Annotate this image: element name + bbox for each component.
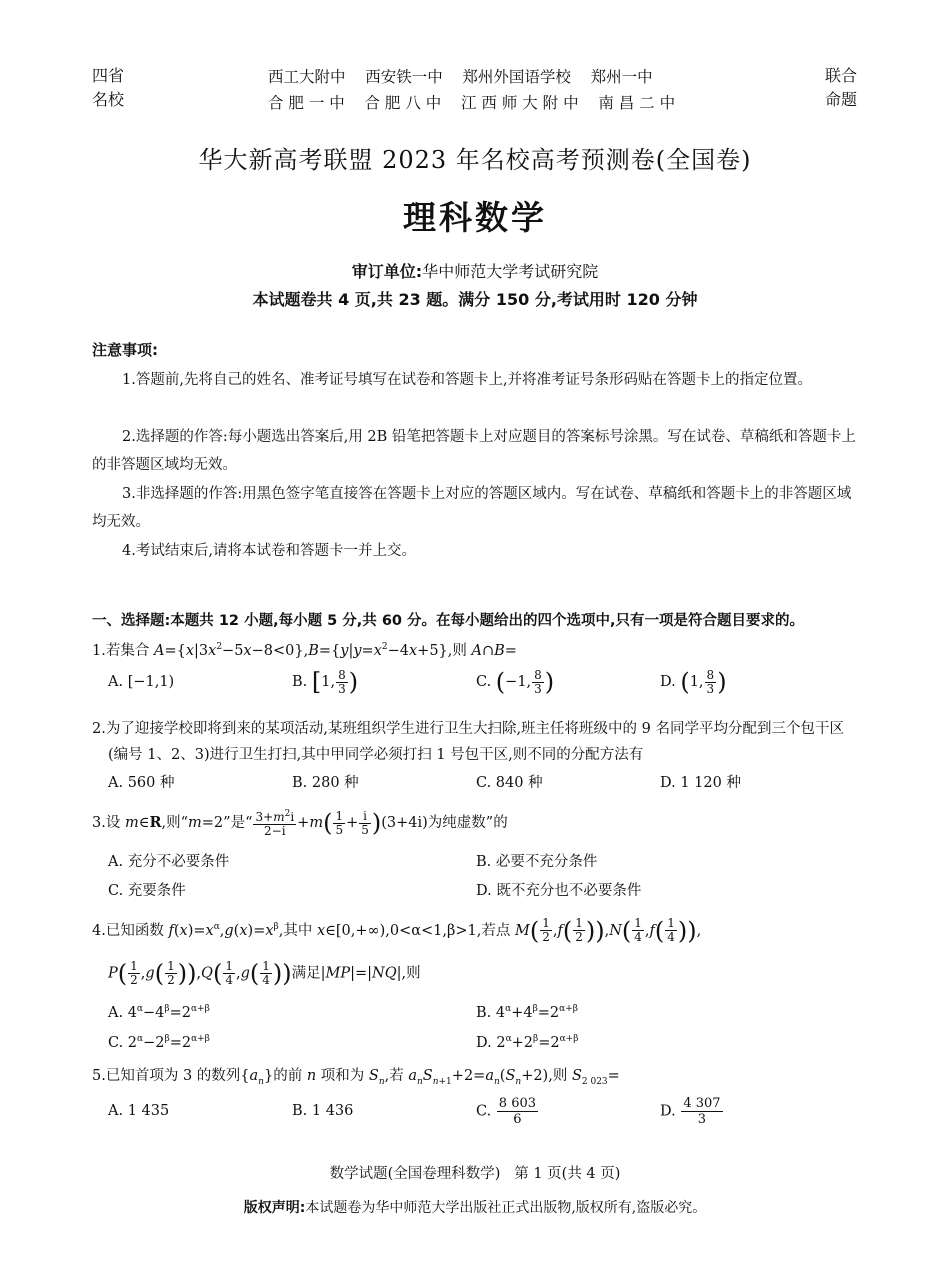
q5-option-b[interactable]: B. 1 436 <box>292 1103 354 1119</box>
q2-option-b[interactable]: B. 280 种 <box>292 775 359 791</box>
q1-option-a[interactable]: A. [−1,1) <box>108 674 175 690</box>
question-4-line1: 4.已知函数 $f(x)=x^\alpha,g(x)=x^\beta$,其中 x∈[0,+∞),0<α<1,β>1,若点 M( $\frac{1}{2}$ ,f( $\frac{1}{2}$ )),N( $\frac{1}{4}$ ,f( $\frac{1}{4}$ )), <box>92 916 702 945</box>
review-label: 审订单位: <box>351 262 423 281</box>
question-1: 1.若集合 $A=\{x|3x^2-5x-8<0\},B=\{y|y=x^2-4x+5\}$,则 A∩B= <box>92 642 517 659</box>
q1-option-b[interactable]: B. [1, $\frac{8}{3}$ ) <box>292 667 359 696</box>
exam-info: 本试题卷共 4 页,共 23 题。满分 150 分,考试用时 120 分钟 <box>252 290 698 309</box>
notes-heading: 注意事项: <box>92 341 158 359</box>
q1-option-d[interactable]: D. (1, $\frac{8}{3}$ ) <box>660 667 727 696</box>
q4-option-c[interactable]: C. $2^\alpha-2^\beta=2^{\alpha+\beta}$ <box>108 1034 210 1051</box>
q3-option-d[interactable]: D. 既不充分也不必要条件 <box>476 883 642 899</box>
q2-option-a[interactable]: A. 560 种 <box>108 775 175 791</box>
copyright-text: 本试题卷为华中师范大学出版社正式出版物,版权所有,盗版必究。 <box>305 1200 707 1216</box>
q2-option-c[interactable]: C. 840 种 <box>476 775 543 791</box>
q3-option-a[interactable]: A. 充分不必要条件 <box>108 854 230 870</box>
page-footer: 数学试题(全国卷理科数学) 第 1 页(共 4 页) <box>329 1166 621 1182</box>
note-item-4: 4.考试结束后,请将本试卷和答题卡一并上交。 <box>122 543 416 559</box>
question-4-line2: P( $\frac{1}{2}$ ,g( $\frac{1}{2}$ )),Q( $\frac{1}{4}$ ,g( $\frac{1}{4}$ ))满足|MP|=|NQ|,则 <box>108 959 421 988</box>
q4-option-d[interactable]: D. $2^\alpha+2^\beta=2^{\alpha+\beta}$ <box>476 1034 579 1051</box>
review-unit-name: 华中师范大学考试研究院 <box>422 262 599 281</box>
subject-title: 理科数学 <box>403 198 547 237</box>
header-right-line2: 命题 <box>825 90 858 109</box>
schools-line2: 合 肥 一 中 合 肥 八 中 江 西 师 大 附 中 南 昌 二 中 <box>268 94 676 112</box>
copyright-label: 版权声明: <box>243 1200 306 1216</box>
q5-option-d[interactable]: D. $\frac{4 307}{3}$ <box>660 1096 721 1127</box>
q4-option-b[interactable]: B. $4^\alpha+4^\beta=2^{\alpha+\beta}$ <box>476 1004 578 1021</box>
q4-option-a[interactable]: A. $4^\alpha-4^\beta=2^{\alpha+\beta}$ <box>108 1004 210 1021</box>
header-left-line1: 四省 <box>92 66 125 85</box>
header-left-line2: 名校 <box>92 90 125 109</box>
header-left <box>92 64 124 112</box>
note-item-3: 3.非选择题的作答:用黑色签字笔直接答在答题卡上对应的答题区域内。写在试卷、草稿纸和答题卡上的非答题区域均无效。 <box>92 486 852 530</box>
q3-option-c[interactable]: C. 充要条件 <box>108 883 186 899</box>
q1-option-c[interactable]: C. (−1, $\frac{8}{3}$ ) <box>476 667 555 696</box>
question-5: 5.已知首项为 3 的数列$\{a_n\}$的前 n 项和为 $S_n$,若 $a_nS_{n+1}+2=a_n(S_n+2)$,则 $S_{2 023}=$ <box>92 1068 620 1087</box>
schools-line1: 西工大附中 西安铁一中 郑州外国语学校 郑州一中 <box>268 68 653 86</box>
header-schools <box>268 64 788 116</box>
header-right <box>825 64 857 112</box>
q5-option-c[interactable]: C. $\frac{8 603}{6}$ <box>476 1096 537 1127</box>
q3-option-b[interactable]: B. 必要不充分条件 <box>476 854 598 870</box>
q2-option-d[interactable]: D. 1 120 种 <box>660 775 741 791</box>
question-3: 3.设 m∈R,则“m=2”是“ $\frac{3+m^2i}{2-i}$ +m( $\frac{1}{5}$ + $\frac{i}{5}$ )(3+4i)为纯虚数”的 <box>92 808 508 838</box>
question-2: 2.为了迎接学校即将到来的某项活动,某班组织学生进行卫生大扫除,班主任将班级中的 9 名同学平均分配到三个包干区(编号 1、2、3)进行卫生打扫,其中甲同学必须打扫 1 号包干区,则不同的分配方法有 <box>92 721 844 763</box>
copyright <box>0 1197 950 1217</box>
section-heading: 一、选择题:本题共 12 小题,每小题 5 分,共 60 分。在每小题给出的四个选项中,只有一项是符合题目要求的。 <box>92 613 805 629</box>
q5-option-a[interactable]: A. 1 435 <box>108 1103 170 1119</box>
note-item-1: 1.答题前,先将自己的姓名、准考证号填写在试卷和答题卡上,并将准考证号条形码贴在答题卡上的指定位置。 <box>122 372 813 388</box>
header-right-line1: 联合 <box>825 66 858 85</box>
exam-title: 华大新高考联盟 2023 年名校高考预测卷(全国卷) <box>198 146 752 174</box>
note-item-2: 2.选择题的作答:每小题选出答案后,用 2B 铅笔把答题卡上对应题目的答案标号涂黑。写在试卷、草稿纸和答题卡上的非答题区域均无效。 <box>92 429 856 473</box>
review-unit <box>0 259 950 282</box>
